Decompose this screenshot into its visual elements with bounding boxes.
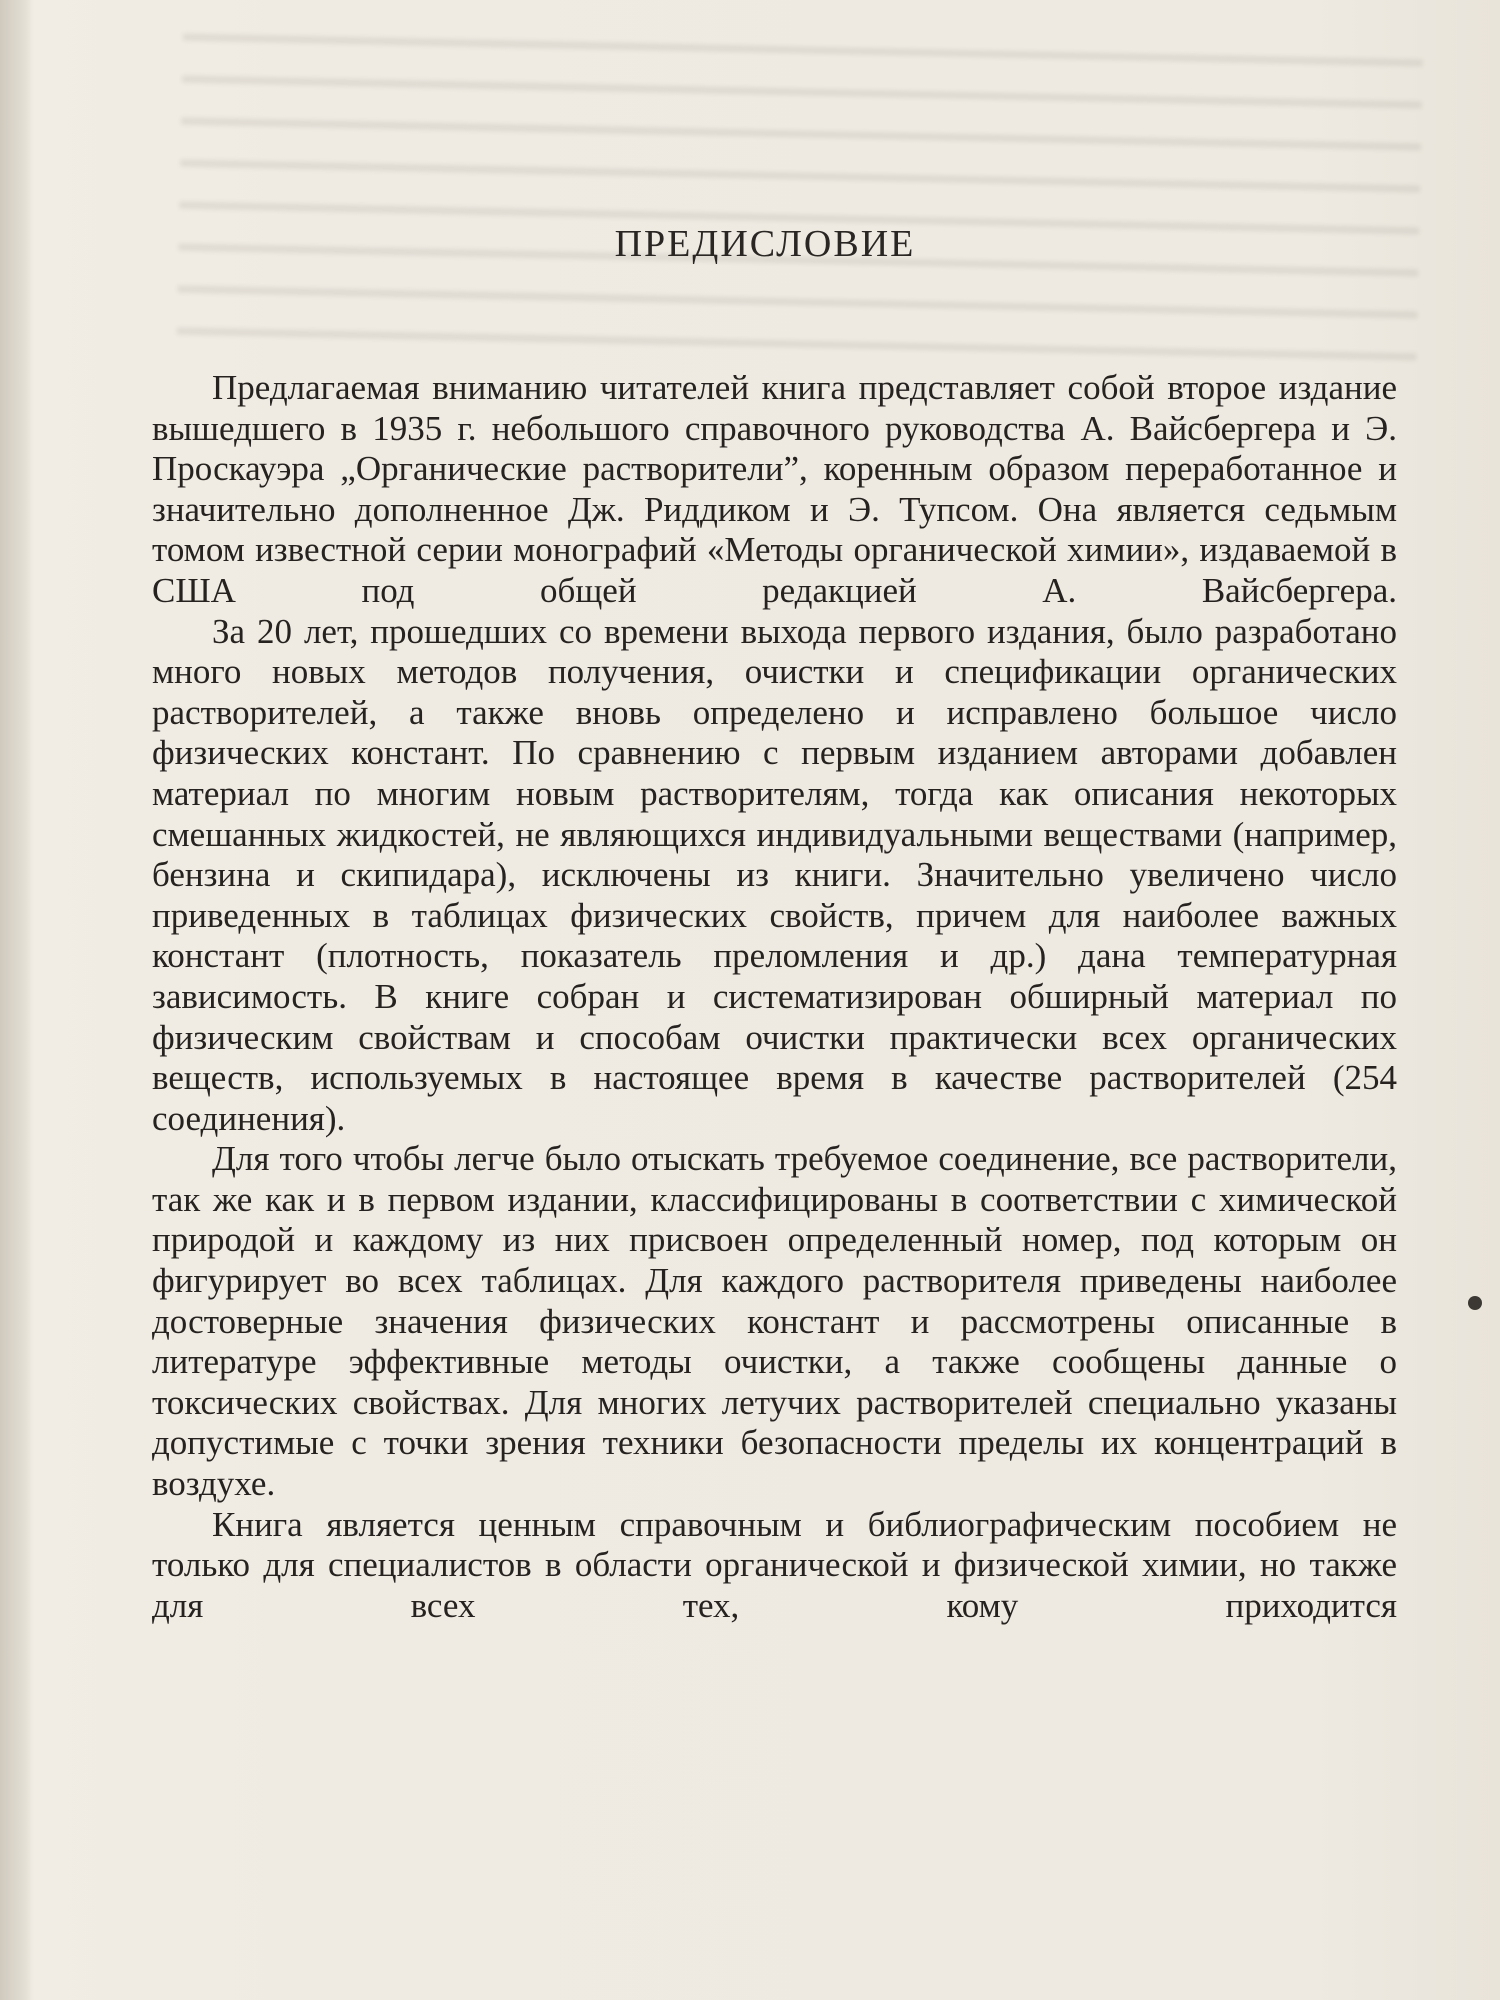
paragraph-1: Предлагаемая вниманию читателей книга представляет собой второе издание вышедшего в 1935 г. небольшого справочного руководства А. Вайсбергера и Э. Проскауэра „Органические растворители”, коренным образом переработанное и значительно дополненное Дж. Риддиком и Э. Тупсом. Она является седьмым томом известной серии монографий «Методы органической химии», издаваемой в США под общей редакцией А. Вайсбергера. [152, 368, 1397, 610]
paragraph-3: Для того чтобы легче было отыскать требуемое соединение, все растворители, так же как и в первом издании, классифицированы в соответствии с химической природой и каждому из них присвоен определенный номер, под которым он фигурирует во всех таблицах. Для каждого растворителя приведены наиболее достоверные значения физических констант и рассмотрены описанные в литературе эффективные методы очистки, а также сообщены данные о токсических свойствах. Для многих летучих растворителей специально указаны допустимые с точки зрения техники безопасности пределы их концентраций в воздухе. [152, 1139, 1397, 1504]
book-gutter-shadow [0, 0, 34, 2000]
page-title: ПРЕДИСЛОВИЕ [614, 223, 916, 265]
paragraph-4: Книга является ценным справочным и библиографическим пособием не только для специалистов в области органической и физической химии, но также для всех тех, кому приходится [152, 1504, 1397, 1625]
paragraph-2: За 20 лет, прошедших со времени выхода первого издания, было разработано много новых методов получения, очистки и спецификации органических растворителей, а также вновь определено и исправлено большое число физических констант. По сравнению с первым изданием авторами добавлен материал по многим новым растворителям, тогда как описания некоторых смешанных жидкостей, не являющихся индивидуальными веществами (например, бензина и скипидара), исключены из книги. Значительно увеличено число приведенных в таблицах физических свойств, причем для наиболее важных констант (плотность, показатель преломления и др.) дана температурная зависимость. В книге собран и систематизирован обширный материал по физическим свойствам и способам очистки практически всех органических веществ, используемых в настоящее время в качестве растворителей (254 соединения). [152, 611, 1397, 1138]
body-text [152, 368, 1397, 1626]
ink-dot [1468, 1296, 1482, 1310]
bleed-through-text [177, 7, 1424, 363]
